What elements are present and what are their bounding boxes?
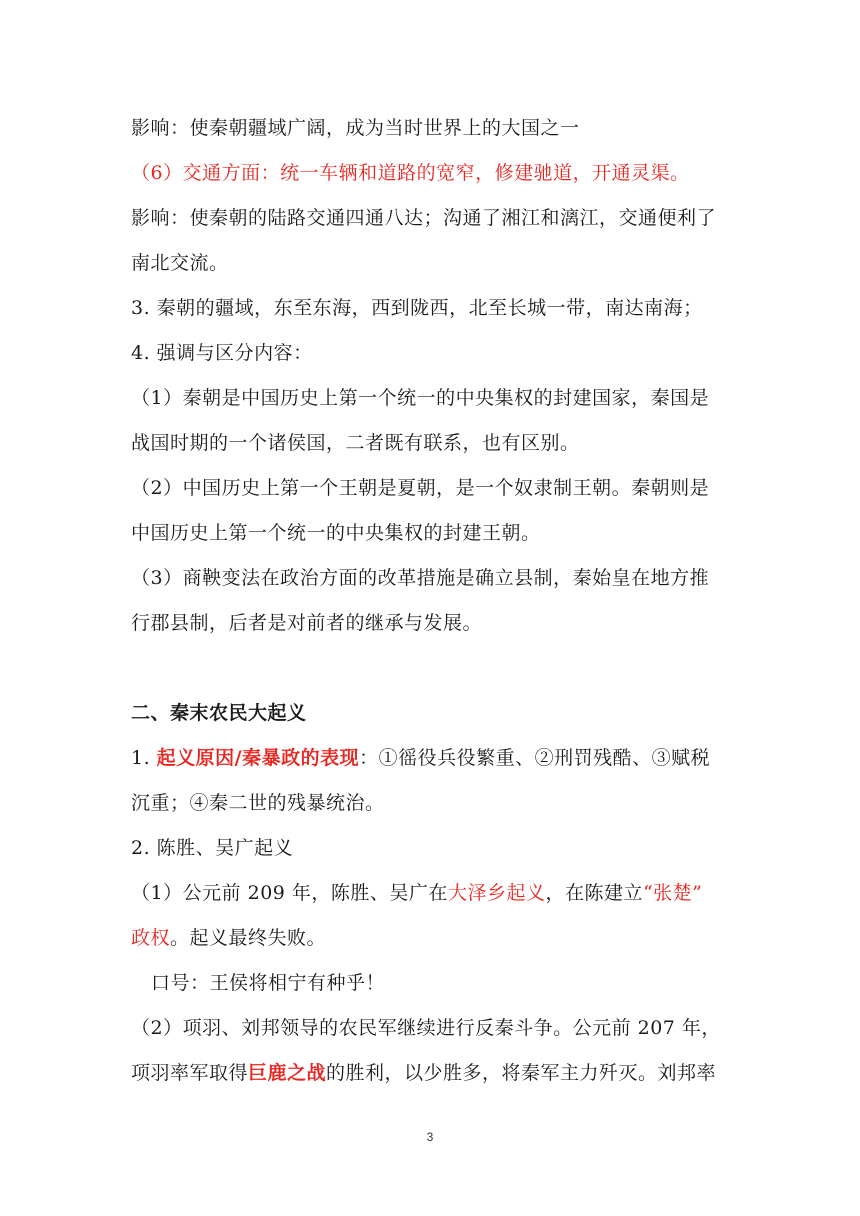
- text-line-slogan: 口号：王侯将相宁有种乎！: [151, 972, 386, 994]
- text-line: 影响：使秦朝的陆路交通四通八达；沟通了湘江和漓江，交通便利了: [131, 207, 717, 229]
- text-line: 4. 强调与区分内容：: [131, 342, 313, 364]
- text-line: 沉重；④秦二世的残暴统治。: [131, 792, 385, 814]
- text-fragment: 。起义最终失败。: [170, 927, 327, 949]
- highlight-julu: 巨鹿之战: [248, 1062, 327, 1084]
- highlight-regime: 政权: [131, 927, 171, 949]
- text-line-transport: （6）交通方面：统一车辆和道路的宽窄，修建驰道，开通灵渠。: [131, 162, 690, 184]
- text-line: （2）中国历史上第一个王朝是夏朝，是一个奴隶制王朝。秦朝则是: [131, 477, 710, 499]
- text-fragment: ，在陈建立: [545, 882, 643, 904]
- text-line: （1）秦朝是中国历史上第一个统一的中央集权的封建国家，秦国是: [131, 387, 710, 409]
- text-fragment: 项羽率军取得: [131, 1062, 249, 1084]
- text-line: 战国时期的一个诸侯国，二者既有联系，也有区别。: [131, 432, 580, 454]
- text-line: 行郡县制，后者是对前者的继承与发展。: [131, 612, 483, 634]
- text-line: 南北交流。: [131, 252, 229, 274]
- text-fragment: 的胜利，以少胜多，将秦军主力歼灭。刘邦率: [326, 1062, 717, 1084]
- text-line: [131, 925, 731, 951]
- highlight-zhangchu: “张楚”: [642, 882, 703, 904]
- text-line: 2. 陈胜、吴广起义: [131, 837, 294, 859]
- highlight-dazexiang: 大泽乡起义: [447, 882, 546, 904]
- text-line: 3. 秦朝的疆域，东至东海，西到陇西，北至长城一带，南达南海；: [131, 297, 703, 319]
- text-line-causes: [131, 745, 731, 771]
- text-fragment: ：①徭役兵役繁重、②刑罚残酷、③赋税: [359, 747, 711, 769]
- text-line-julu: [131, 1060, 731, 1086]
- highlight-causes: 起义原因/秦暴政的表现: [156, 747, 360, 769]
- text-line-uprising: [131, 880, 731, 906]
- page-number: 3: [426, 1130, 434, 1144]
- text-line: 中国历史上第一个统一的中央集权的封建王朝。: [131, 522, 541, 544]
- text-line: 影响：使秦朝疆域广阔，成为当时世界上的大国之一: [131, 117, 580, 139]
- section-heading: 二、秦末农民大起义: [131, 702, 307, 724]
- text-line: （3）商鞅变法在政治方面的改革措施是确立县制，秦始皇在地方推: [131, 567, 710, 589]
- text-line: （2）项羽、刘邦领导的农民军继续进行反秦斗争。公元前 207 年，: [131, 1017, 721, 1039]
- text-fragment: （1）公元前 209 年，陈胜、吴广在: [131, 882, 448, 904]
- text-fragment: 1.: [131, 747, 157, 769]
